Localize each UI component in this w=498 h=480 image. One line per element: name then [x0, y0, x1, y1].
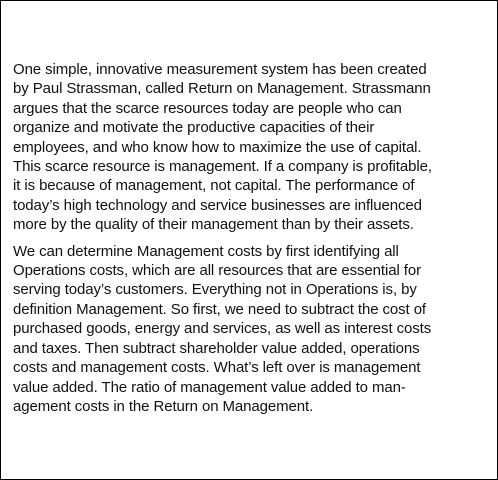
- text-line: We can determine Management costs by first identifying all: [13, 242, 399, 260]
- text-line: and taxes. Then subtract shareholder value added, operations: [13, 339, 420, 357]
- text-line: employees, and who know how to maximize the use of capital.: [13, 138, 422, 156]
- text-line: This scarce resource is management. If a company is profitable,: [13, 158, 432, 176]
- text-line: it is because of management, not capital. The performance of: [13, 177, 415, 195]
- text-line: argues that the scarce resources today are people who can: [13, 99, 402, 117]
- paragraph-2: [13, 242, 491, 417]
- text-line: One simple, innovative measurement system has been created: [13, 61, 427, 78]
- text-line: more by the quality of their management than by their assets.: [13, 216, 414, 234]
- text-line: organize and motivate the productive capacities of their: [13, 119, 375, 137]
- text-line: agement costs in the Return on Management.: [13, 397, 314, 415]
- paragraph-1: [13, 60, 491, 235]
- text-line: serving today’s customers. Everything not in Operations is, by: [13, 281, 417, 299]
- text-line: definition Management. So first, we need to subtract the cost of: [13, 300, 426, 318]
- text-line: by Paul Strassman, called Return on Management. Strassmann: [13, 80, 431, 98]
- text-line: costs and management costs. What’s left over is management: [13, 359, 421, 377]
- text-line: value added. The ratio of management value added to man-: [13, 378, 406, 396]
- text-line: today’s high technology and service businesses are influenced: [13, 196, 422, 214]
- text-line: Operations costs, which are all resources that are essential for: [13, 262, 421, 280]
- body-text: [13, 60, 491, 416]
- text-line: purchased goods, energy and services, as well as interest costs: [13, 320, 432, 338]
